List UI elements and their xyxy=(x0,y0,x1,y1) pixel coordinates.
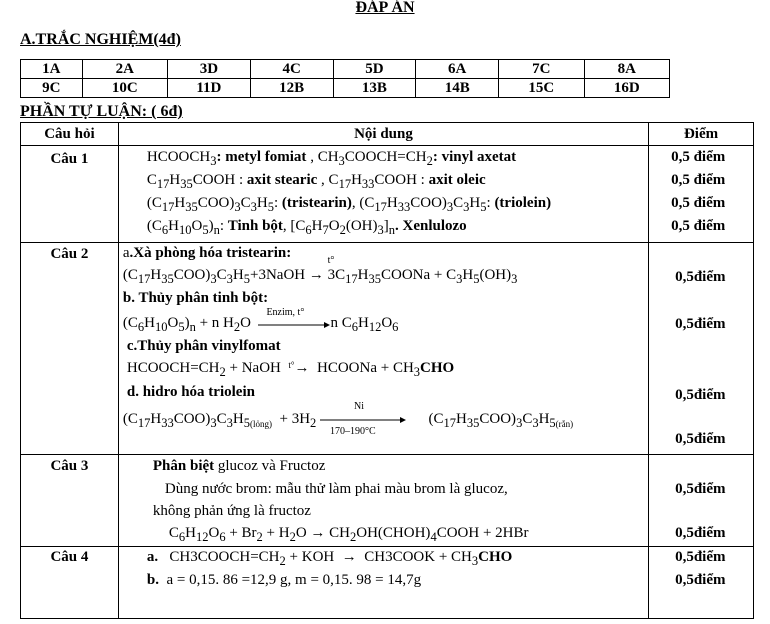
answer-cell: 1A xyxy=(21,60,83,79)
score-text: 0,5 điểm xyxy=(671,172,726,188)
header-score: Điểm xyxy=(649,123,754,146)
answer-key-table xyxy=(20,59,670,98)
score-text: 0,5điểm xyxy=(675,549,726,565)
answer-cell: 2A xyxy=(82,60,167,79)
score-text: 0,5 điểm xyxy=(671,149,726,165)
question-label-text: Câu 3 xyxy=(50,458,89,474)
content-line: $(C_{17}H_{35}COO)_3C_3H_5$: (tristearin), $(C_{17}H_{33}COO)_3C_3H_5$: (triolein) xyxy=(146,195,552,214)
question-label xyxy=(21,243,119,455)
content-line: Dùng nước brom: mẫu thử làm phai màu brom là glucoz, xyxy=(164,481,508,497)
question-score xyxy=(649,455,754,547)
answer-cell: 6A xyxy=(416,60,499,79)
header-content: Nội dung xyxy=(118,123,648,146)
section-a-heading: A.TRẮC NGHIỆM(4đ) xyxy=(20,31,181,48)
answer-cell: 12B xyxy=(250,79,333,98)
score-text: 0,5điểm xyxy=(675,387,726,403)
answer-row-1 xyxy=(21,60,670,79)
header-question: Câu hỏi xyxy=(21,123,119,146)
score-text: 0,5 điểm xyxy=(671,195,726,211)
answer-cell: 16D xyxy=(584,79,669,98)
subpart-title: c.Thủy phân vinylfomat xyxy=(126,338,281,354)
question-row-3 xyxy=(21,455,754,547)
question-row-4 xyxy=(21,547,754,619)
content-line: không phản ứng là fructoz xyxy=(152,503,311,519)
subpart-title: b. Thủy phân tinh bột: xyxy=(122,290,269,306)
content-line: Phân biệt glucoz và Fructoz xyxy=(152,458,326,474)
question-label xyxy=(21,455,119,547)
answer-cell: 13B xyxy=(333,79,416,98)
answer-cell: 11D xyxy=(167,79,250,98)
question-content xyxy=(118,243,648,455)
question-label xyxy=(21,146,119,243)
equation: $(C_{17}H_{33}COO)_3C_3H_{5(lỏng)} + 3H_2$ Ni 170–190°C $(C_{17}H_{35}COO)_3C_3H_{5(rắn)}$ xyxy=(122,400,574,437)
content-line: b. a = 0,15. 86 =12,9 g, m = 0,15. 98 = 14,7g xyxy=(146,572,422,588)
answer-cell: 14B xyxy=(416,79,499,98)
content-line: $C_{17}H_{35}COOH$ : axit stearic , $C_{17}H_{33}COOH$ : axit oleic xyxy=(146,172,486,191)
subpart-title: d. hidro hóa triolein xyxy=(126,384,255,400)
question-score xyxy=(649,547,754,619)
question-label-text: Câu 1 xyxy=(50,151,89,167)
score-text: 0,5điểm xyxy=(675,481,726,497)
equation: $C_6H_{12}O_6 + Br_2 + H_2O$ → $CH_2OH(CHOH)_4COOH + 2HBr$ xyxy=(168,525,529,544)
question-row-1 xyxy=(21,146,754,243)
score-text: 0,5điểm xyxy=(675,431,726,447)
question-row-2 xyxy=(21,243,754,455)
score-text: 0,5điểm xyxy=(675,572,726,588)
section-b-heading: PHẦN TỰ LUẬN: ( 6đ) xyxy=(20,103,183,120)
content-line: $(C_6H_{10}O_5)_n$: Tinh bột, $[C_6H_7O_2(OH)_3]_n$. Xenlulozo xyxy=(146,218,467,237)
equation: a. $CH3COOCH=CH_2$ + KOH → CH3COOK + $CH_3CHO$ xyxy=(146,549,513,568)
equation: $HCOOCH=CH_2$ + NaOH $^{t^\circ}$→ HCOONa + $CH_3CHO$ xyxy=(126,360,455,379)
score-text: 0,5điểm xyxy=(675,525,726,541)
question-content xyxy=(118,146,648,243)
score-text: 0,5điểm xyxy=(675,269,726,285)
reaction-arrow-icon xyxy=(258,317,330,331)
answer-cell: 8A xyxy=(584,60,669,79)
answer-cell: 5D xyxy=(333,60,416,79)
subpart-title: a.Xà phòng hóa tristearin: xyxy=(122,245,292,261)
answer-cell: 10C xyxy=(82,79,167,98)
question-content xyxy=(118,547,648,619)
page-title: ĐÁP ÁN xyxy=(355,0,415,16)
score-text: 0,5điểm xyxy=(675,316,726,332)
question-content xyxy=(118,455,648,547)
question-score xyxy=(649,146,754,243)
question-label-text: Câu 2 xyxy=(50,246,89,262)
essay-table xyxy=(20,122,754,619)
question-score xyxy=(649,243,754,455)
equation: $(C_{17}H_{35}COO)_3C_3H_5+3NaOH$ → t° $3C_{17}H_{35}COONa + C_3H_5(OH)_3$ xyxy=(122,255,518,286)
answer-cell: 4C xyxy=(250,60,333,79)
content-line: $HCOOCH_3$: metyl fomiat , $CH_3COOCH=CH_2$: vinyl axetat xyxy=(146,149,517,168)
question-label-text: Câu 4 xyxy=(50,549,89,565)
reaction-arrow-icon xyxy=(320,413,406,427)
score-text: 0,5 điểm xyxy=(671,218,726,234)
answer-row-2 xyxy=(21,79,670,98)
equation: $(C_6H_{10}O_5)_n + n$ $H_2O$ Enzim, t° n $C_6H_{12}O_6$ xyxy=(122,306,399,334)
answer-cell: 7C xyxy=(499,60,584,79)
answer-cell: 9C xyxy=(21,79,83,98)
question-label xyxy=(21,547,119,619)
answer-cell: 15C xyxy=(499,79,584,98)
answer-cell: 3D xyxy=(167,60,250,79)
header-row xyxy=(21,123,754,146)
